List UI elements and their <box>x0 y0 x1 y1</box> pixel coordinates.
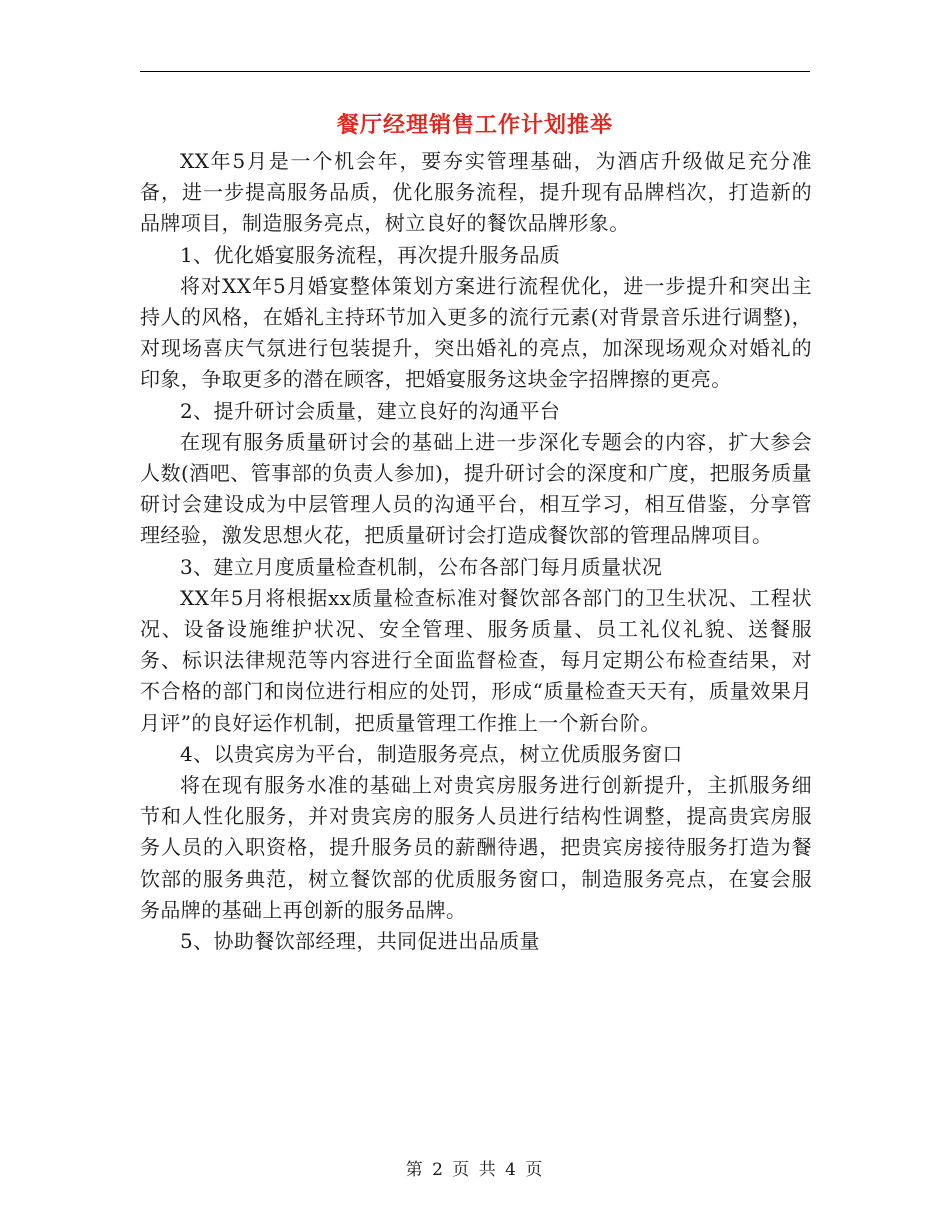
header-rule <box>140 71 810 72</box>
document-body <box>140 146 812 957</box>
document-title: 餐厅经理销售工作计划推举 <box>336 112 613 138</box>
section-heading: 2、提升研讨会质量，建立良好的沟通平台 <box>180 398 561 423</box>
section-heading: 1、优化婚宴服务流程，再次提升服务品质 <box>180 242 561 267</box>
section-heading: 4、以贵宾房为平台，制造服务亮点，树立优质服务窗口 <box>180 741 683 766</box>
body-paragraph: XX年5月将根据xx质量检查标准对餐饮部各部门的卫生状况、工程状况、设备设施维护状况、安全管理、服务质量、员工礼仪礼貌、送餐服务、标识法律规范等内容进行全面监督检查，每月定期公布检查结果，对不合格的部门和岗位进行相应的处罚，形成“质量检查天天有，质量效果月月评”的良好运作机制，把质量管理工作推上一个新台阶。 <box>140 585 812 735</box>
body-paragraph: 将对XX年5月婚宴整体策划方案进行流程优化，进一步提升和突出主持人的风格，在婚礼主持环节加入更多的流行元素(对背景音乐进行调整)，对现场喜庆气氛进行包装提升，突出婚礼的亮点，加深现场观众对婚礼的印象，争取更多的潜在顾客，把婚宴服务这块金字招牌擦的更亮。 <box>140 273 812 392</box>
section-heading: 3、建立月度质量检查机制，公布各部门每月质量状况 <box>180 554 663 579</box>
body-paragraph: XX年5月是一个机会年，要夯实管理基础，为酒店升级做足充分准备，进一步提高服务品质，优化服务流程，提升现有品牌档次，打造新的品牌项目，制造服务亮点，树立良好的餐饮品牌形象。 <box>140 149 812 236</box>
body-paragraph: 在现有服务质量研讨会的基础上进一步深化专题会的内容，扩大参会人数(酒吧、管事部的负责人参加)，提升研讨会的深度和广度，把服务质量研讨会建设成为中层管理人员的沟通平台，相互学习，相互借鉴，分享管理经验，激发思想火花，把质量研讨会打造成餐饮部的管理品牌项目。 <box>140 429 812 548</box>
section-heading: 5、协助餐饮部经理，共同促进出品质量 <box>180 929 540 954</box>
body-paragraph: 将在现有服务水准的基础上对贵宾房服务进行创新提升，主抓服务细节和人性化服务，并对贵宾房的服务人员进行结构性调整，提高贵宾房服务人员的入职资格，提升服务员的薪酬待遇，把贵宾房接待服务打造为餐饮部的服务典范，树立餐饮部的优质服务窗口，制造服务亮点，在宴会服务品牌的基础上再创新的服务品牌。 <box>140 773 812 922</box>
page-number-footer: 第 2 页 共 4 页 <box>405 1160 545 1180</box>
